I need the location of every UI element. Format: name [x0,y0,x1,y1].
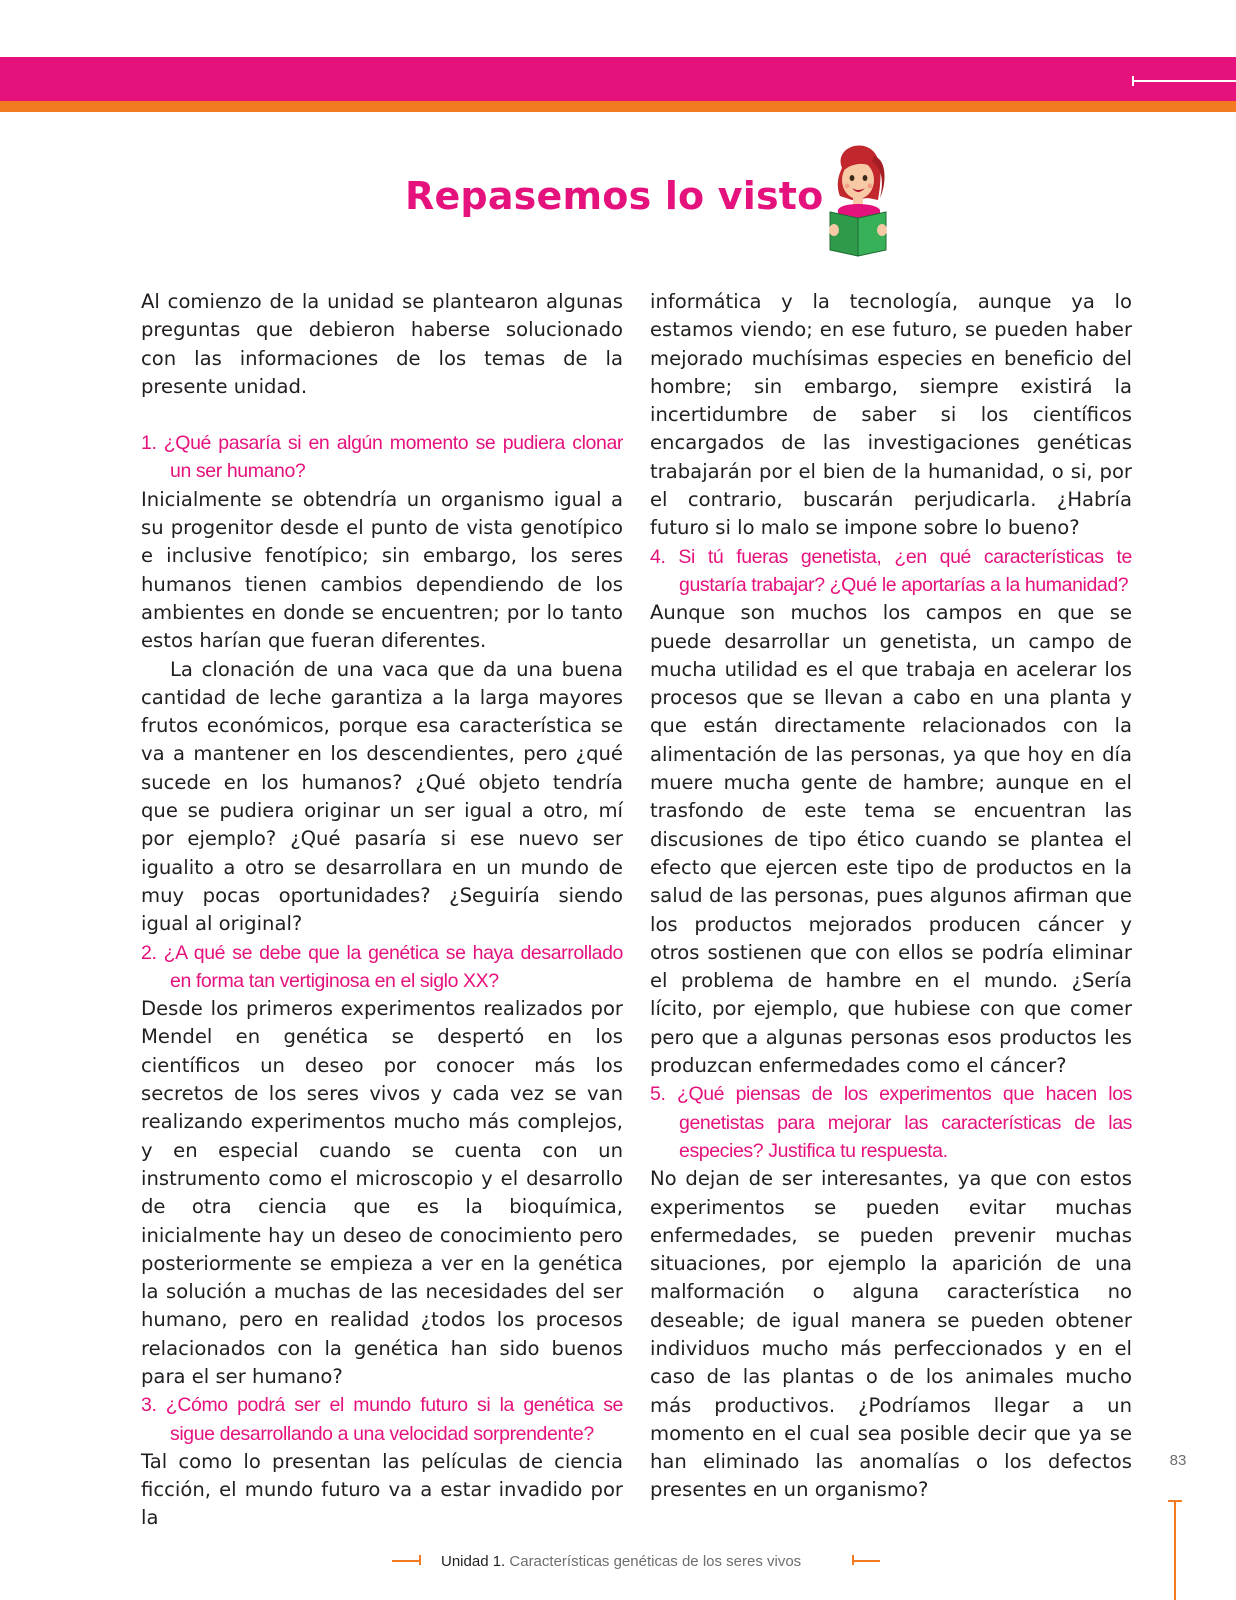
question-5: 5. ¿Qué piensas de los experimentos que hacen los genetistas para mejorar las características de las especies? Justifica tu respuesta. [650,1083,1132,1162]
footer-unit: Unidad 1. [441,1553,506,1570]
answer-3-continued: informática y la tecnología, aunque ya lo estamos viendo; en ese futuro, se pueden haber mejorado muchísimas especies en beneficio del hombre; sin embargo, siempre existirá la incertidumbre de saber si los científicos encargados de las investigaciones genéticas trabajarán por el bien de la humanidad, o si, por el contrario, buscarán perjudicarla. ¿Habría futuro si lo malo se impone sobre lo bueno? [650,290,1132,540]
footer-subtitle: Características genéticas de los seres vivos [509,1553,802,1570]
footer-rule-right-tick [852,1555,854,1565]
question-2: 2. ¿A qué se debe que la genética se haya desarrollado en forma tan vertiginosa en el siglo XX? [141,941,623,992]
footer-rule-left [392,1560,420,1562]
page-number-rule [1174,1500,1176,1600]
question-4: 4. Si tú fueras genetista, ¿en qué características te gustaría trabajar? ¿Qué le aportarías a la humanidad? [650,545,1132,596]
footer-rule-right [852,1560,880,1562]
footer [441,1553,801,1570]
left-column [141,288,623,1533]
answer-3-start: Tal como lo presentan las películas de ciencia ficción, el mundo futuro va a estar invadido por la [141,1449,623,1530]
girl-reading-book-icon [822,138,894,260]
answer-2: Desde los primeros experimentos realizados por Mendel en genética se despertó en los científicos un deseo por conocer más los secretos de los seres vivos y cada vez se van realizando experimentos mucho más complejos, y en especial cuando se cuenta con un instrumento como el microscopio y el desarrollo de otra ciencia que es la bioquímica, inicialmente hay un deseo de conocimiento pero posteriormente se empieza a ver en la genética la solución a muchas de las necesidades del ser humano, pero en realidad ¿todos los procesos relacionados con la genética han sido buenos para el ser humano? [141,997,623,1388]
answer-4: Aunque son muchos los campos en que se puede desarrollar un genetista, un campo de mucha utilidad es el que trabaja en acelerar los procesos que se llevan a cabo en una planta y que están directamente relacionados con la alimentación de las personas, ya que hoy en día muere mucha gente de hambre; aunque en el trasfondo de este tema se encuentran las discusiones de tipo ético cuando se plantea el efecto que ejercen este tipo de productos en la salud de las personas, pues algunos afirman que los productos mejorados producen cáncer y otros sostienen que con ellos se podría eliminar el problema de hambre en el mundo. ¿Sería lícito, por ejemplo, que hubiese con que comer pero que a algunas personas esos productos les produzcan enfermedades como el cáncer? [650,601,1132,1078]
question-1: 1. ¿Qué pasaría si en algún momento se pudiera clonar un ser humano? [141,432,623,483]
page-number: 83 [1169,1452,1187,1469]
header-rule [1132,80,1236,82]
answer-1-paragraph-2: La clonación de una vaca que da una buena cantidad de leche garantiza a la larga mayores frutos económicos, porque esa característica se va a mantener en los descendientes, pero ¿qué sucede en los humanos? ¿Qué objeto tendría que se pudiera originar un ser igual a otro, mí por ejemplo? ¿Qué pasaría si ese nuevo ser igualito a otro se desarrollara en un mundo de muy pocas oportunidades? ¿Seguiría siendo igual al original? [141,657,623,936]
header-orange-band [0,101,1236,112]
page-number-rule-tick [1168,1500,1182,1502]
answer-5: No dejan de ser interesantes, ya que con estos experimentos se pueden evitar muchas enfermedades, se pueden prevenir muchas situaciones, por ejemplo la aparición de una malformación o alguna característica no deseable; de igual manera se pueden obtener individuos mucho más perfeccionados y en el caso de las plantas o de los animales mucho más productivos. ¿Podríamos llegar a un momento en el cual sea posible decir que ya se han eliminado las anomalías o los defectos presentes en un organismo? [650,1167,1132,1502]
header-pink-band [0,57,1236,101]
question-3: 3. ¿Cómo podrá ser el mundo futuro si la genética se sigue desarrollando a una velocidad sorprendente? [141,1394,623,1445]
intro-paragraph: Al comienzo de la unidad se plantearon algunas preguntas que debieron haberse solucionado con las informaciones de los temas de la presente unidad. [141,290,623,398]
answer-1-paragraph-1: Inicialmente se obtendría un organismo igual a su progenitor desde el punto de vista genotípico e inclusive fenotípico; sin embargo, los seres humanos tienen cambios dependiendo de los ambientes en donde se encuentren; por lo tanto estos harían que fueran diferentes. [141,487,623,653]
page-title: Repasemos lo visto [405,174,824,218]
header-rule-tick [1132,76,1134,86]
right-column [650,288,1132,1505]
footer-rule-left-tick [419,1555,421,1565]
